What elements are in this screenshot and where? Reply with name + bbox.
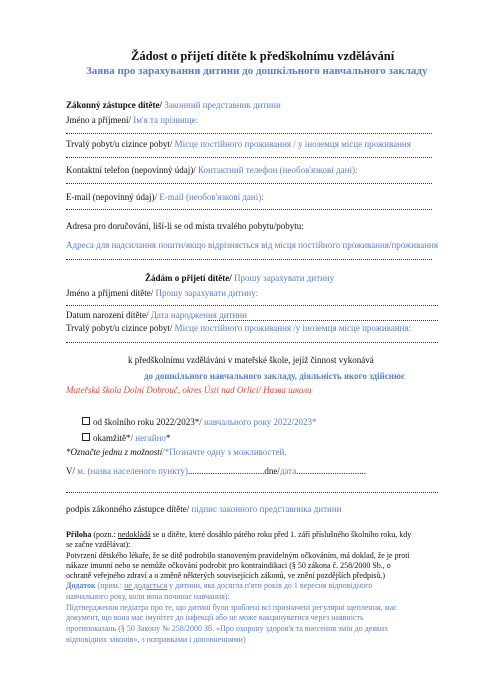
field-rep-residence[interactable]: Trvalý pobyt/u cizince pobyt/ Місце постійного проживання / у іноземця місце проживання [66,139,411,149]
attachment-ua-line2: навчального року, коли вона починає навчання): [66,592,230,601]
line-rep-phone [66,183,432,184]
field-child-name[interactable]: Jméno a příjmení dítěte/ Прошу зарахувати дитину: [66,288,259,298]
field-rep-address-cz: Adresa pro doručování, liší-li se od místa trvalého pobytu/pobytu: [66,221,304,231]
attachment-ua-line6: відповідних законів», з поправками і доповненнями) [66,635,246,644]
representative-heading-ua: Законний представник дитини [164,100,281,110]
line-rep-address[interactable] [66,259,432,260]
line-child-name [66,305,438,306]
attachment-ua-line5: протипоказань (§ 50 Закону № 258/2000 Зб. «Про охорону здоров'я та внесення змін до деяких [66,624,389,633]
field-child-residence[interactable]: Trvalý pobyt/u cizince pobyt/ Місце постійного проживання /у іноземця місце проживання: [66,323,412,333]
attachment-ua-line1: Додаток (прим.: не додається у дитини, яка досягла п'яти років до 1 вересня відповідного [66,581,373,590]
attachment-cz-line5: ochraně veřejného zdraví a o změně některých souvisejících zákonů, ve znění pozdějších předpisů.) [66,571,385,580]
attachment-cz-line3: Potvrzení dětského lékaře, že se dítě podrobilo stanoveným pravidelným očkováním, má doklad, že je proti [66,551,410,560]
attachment-cz-line4: nákaze imunní nebo se nemůže očkování podrobit pro kontraindikaci (§ 50 zákona č. 258/2000 Sb., o [66,561,391,570]
preschool-text-ua: до дошкільного навчального закладу, діяльність якого здійснює [144,371,405,381]
title-ua: Заява про зарахування дитини до дошкільного навчального закладу [86,65,428,77]
field-rep-name[interactable]: Jméno a příjmení/ Ім'я та прізвище: [66,115,199,125]
representative-heading-cz: Zákonný zástupce dítěte/ [66,100,165,110]
field-rep-address-ua: Адреса для надсилання пошти/якщо відрізняється від місця постійного проживання/проживання [66,240,438,250]
preschool-text-cz: k předškolnímu vzdělávání v mateřské škole, jejíž činnost vykonává [128,355,374,365]
line-child-birthdate [208,320,438,321]
attachment-cz-line2: se začne vzdělávat): [66,540,131,549]
attachment-ua-line4: документ, що вона має імунітет до інфекції або не може вакцинуватися через наявність [66,613,364,622]
attachment-cz-line1: Příloha (pozn.: nedokládá se u dítěte, které dosáhlo pátého roku před 1. září příslušného školního roku, kdy [66,530,412,539]
section-representative-heading [66,101,281,110]
school-year-checkbox[interactable] [82,417,90,425]
option-note: *Označte jednu z možností/*Позначте одну з можливостей. [66,447,287,457]
option-school-year[interactable]: od školního roku 2022/2023*/ навчального року 2022/2023* [82,417,316,427]
attachment-ua-line3: Підтвердження педіатра про те, що дитині були зроблені всі призначені регулярні щеплення, має [66,603,397,612]
field-rep-phone[interactable]: Kontaktní telefon (nepovinný údaj)/ Контактний телефон (необов'язкові дані): [66,165,358,175]
signature-line[interactable] [66,492,438,493]
option-immediately[interactable]: okamžitě*/ негайно* [82,433,170,443]
field-child-birthdate[interactable]: Datum narození dítěte/ Дата народження дитини [66,310,247,320]
signature-label: podpis zákonného zástupce dítěte/ підпис законного представника дитини [66,504,342,514]
section-request-heading: Žádám o přijetí dítěte/ Прошу зарахувати дитину [145,273,335,283]
school-name: Mateřská škola Dolní Dobrouč, okres Ústí nad Orlicí/ Назва школи [66,385,312,395]
line-rep-residence [66,157,432,158]
line-child-residence [66,342,438,343]
field-rep-email[interactable]: E-mail (nepovinný údaj)/ E-mail (необов'язкові дані): [66,192,264,202]
immediately-checkbox[interactable] [82,433,90,441]
line-rep-email [66,209,432,210]
title-cz: Žádost o přijetí dítěte k předškolnímu vzdělávání [131,49,395,63]
place-date-line[interactable]: V/ м. (назва населеного пункту)..................................dne/дата............................... [66,466,366,476]
line-rep-name [66,133,432,134]
